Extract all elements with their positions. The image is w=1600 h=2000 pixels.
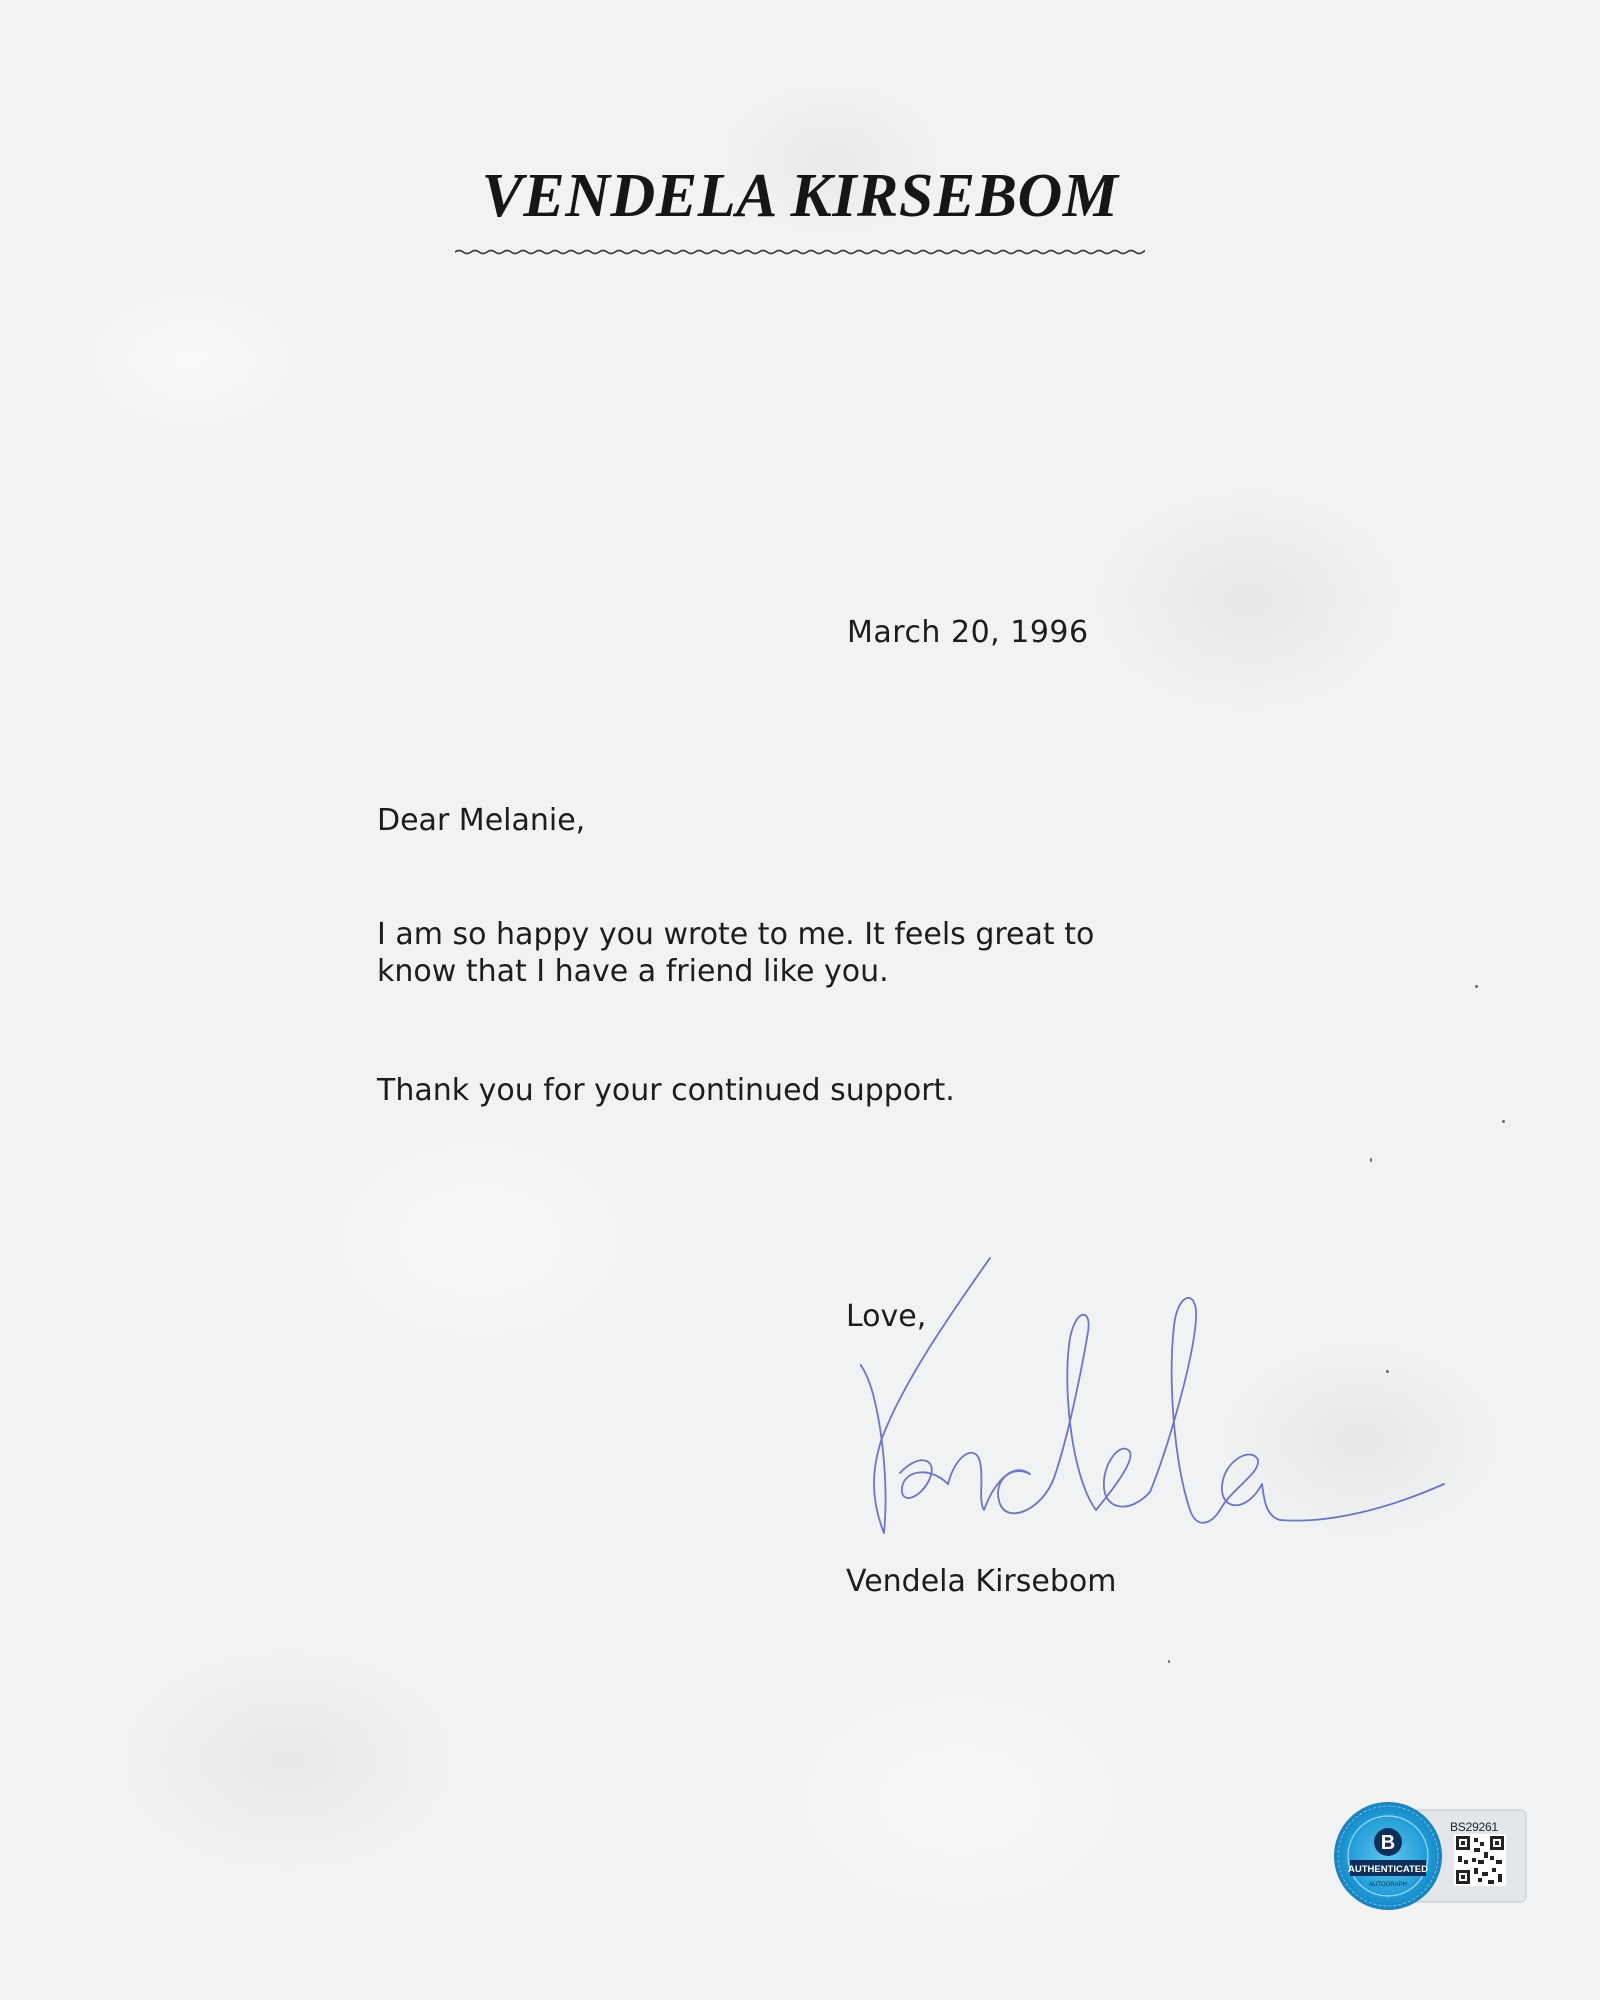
letter-closing: Love, [846, 1299, 927, 1334]
handwritten-signature [860, 1248, 1460, 1548]
paper-speck [1370, 1158, 1372, 1162]
letter-paragraph-1-line-1: I am so happy you wrote to me. It feels great to [377, 917, 1095, 952]
letter-paragraph-2 [377, 1072, 955, 1109]
hologram-seal-sublabel: AUTOGRAPH [1369, 1882, 1407, 1888]
paper-speck [1168, 1660, 1170, 1663]
letterhead-name: VENDELA KIRSEBOM [481, 162, 1119, 230]
letter-signer-name: Vendela Kirsebom [846, 1564, 1117, 1599]
hologram-cert-number: BS29261 [1450, 1820, 1498, 1834]
letter-paragraph-2-line-1: Thank you for your continued support. [377, 1073, 955, 1108]
qr-code-icon [1454, 1834, 1506, 1886]
authentication-hologram-sticker [1332, 1800, 1532, 1912]
hologram-seal-label: AUTHENTICATED [1347, 1864, 1429, 1875]
letter-paragraph-1 [377, 916, 1094, 990]
paper-speck [1386, 1370, 1389, 1373]
letter-paragraph-1-line-2: know that I have a friend like you. [377, 954, 889, 989]
paper-speck [1502, 1120, 1505, 1123]
letter-date: March 20, 1996 [847, 615, 1089, 650]
letter-salutation: Dear Melanie, [377, 803, 586, 838]
letterhead-wavy-rule [455, 246, 1145, 258]
hologram-brand-letter: B [1380, 1832, 1396, 1854]
paper-speck [1475, 985, 1478, 988]
